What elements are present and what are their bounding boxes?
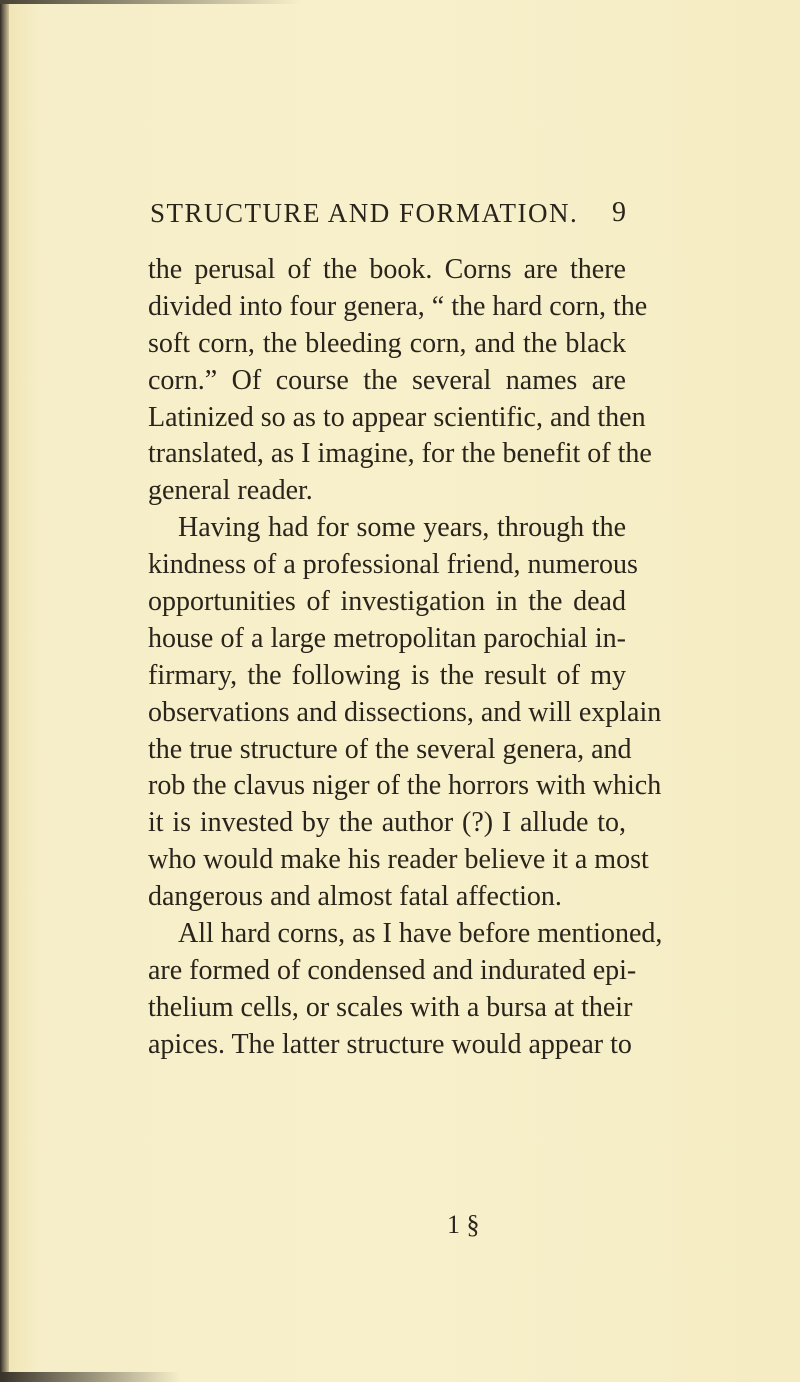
page-top-shadow xyxy=(0,0,300,4)
page-bottom-shadow xyxy=(0,1372,180,1382)
signature-mark: 1 § xyxy=(447,1210,480,1239)
page-number: 9 xyxy=(612,197,626,228)
running-head xyxy=(150,196,626,236)
text-line: dangerous and almost fatal affection. xyxy=(148,881,562,913)
running-title: STRUCTURE AND FORMATION. xyxy=(150,198,579,228)
text-line: kindness of a professional friend, numerous xyxy=(148,549,638,581)
text-line: observations and dissections, and will explain xyxy=(148,696,662,728)
text-line: translated, as I imagine, for the benefit of the xyxy=(148,438,652,470)
text-line: the perusal of the book. Corns are there xyxy=(148,254,626,285)
text-line: divided into four genera, “ the hard corn, the xyxy=(148,290,648,322)
text-line: rob the clavus niger of the horrors with which xyxy=(148,770,662,802)
text-line: it is invested by the author (?) I allude to, xyxy=(148,807,626,839)
text-line: corn.” Of course the several names are xyxy=(148,364,626,396)
text-line: house of a large metropolitan parochial in- xyxy=(148,622,626,654)
text-line: who would make his reader believe it a most xyxy=(148,844,649,876)
text-line: firmary, the following is the result of my xyxy=(148,659,626,691)
text-line: the true structure of the several genera, and xyxy=(148,733,632,765)
binding-edge xyxy=(0,0,9,1382)
text-line: Latinized so as to appear scientific, and then xyxy=(148,401,646,433)
text-line: All hard corns, as I have before mentioned, xyxy=(178,918,663,950)
text-line: soft corn, the bleeding corn, and the black xyxy=(148,327,626,359)
text-line: apices. The latter structure would appear to xyxy=(148,1028,632,1060)
text-line: thelium cells, or scales with a bursa at their xyxy=(148,991,633,1023)
text-line: Having had for some years, through the xyxy=(178,512,626,544)
body-text xyxy=(148,252,663,1064)
text-line: general reader. xyxy=(148,475,313,507)
text-line: are formed of condensed and indurated epi- xyxy=(148,954,637,986)
text-line: opportunities of investigation in the dead xyxy=(148,586,626,618)
